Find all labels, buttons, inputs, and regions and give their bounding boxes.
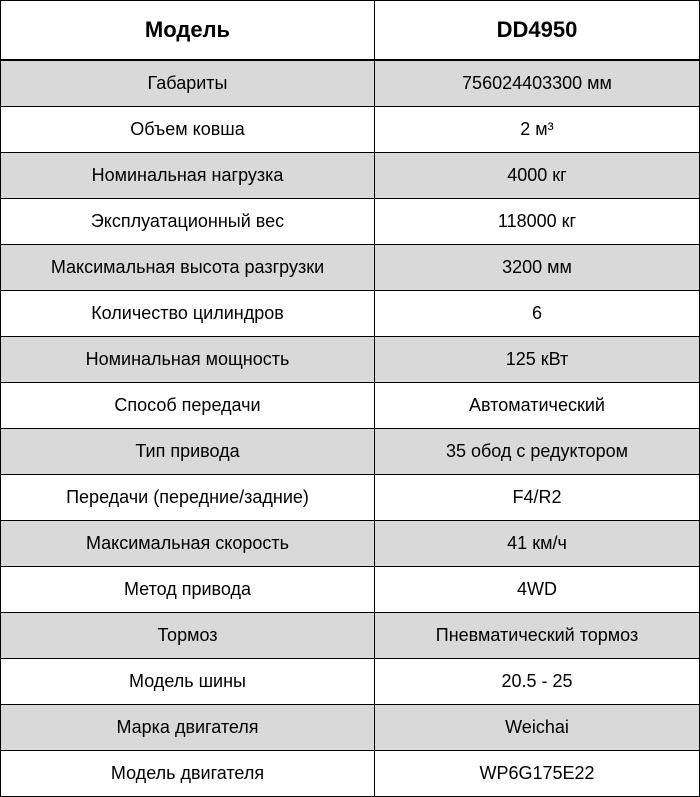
row-label: Метод привода xyxy=(1,567,375,613)
row-value: Автоматический xyxy=(375,383,700,429)
header-model-value: DD4950 xyxy=(375,1,700,61)
table-row xyxy=(1,153,700,199)
row-value: 41 км/ч xyxy=(375,521,700,567)
row-value: Weichai xyxy=(375,705,700,751)
row-value: 20.5 - 25 xyxy=(375,659,700,705)
table-row xyxy=(1,659,700,705)
row-label: Номинальная нагрузка xyxy=(1,153,375,199)
row-label: Максимальная высота разгрузки xyxy=(1,245,375,291)
table-row xyxy=(1,383,700,429)
row-label: Способ передачи xyxy=(1,383,375,429)
table-row xyxy=(1,245,700,291)
table-row xyxy=(1,337,700,383)
row-label: Модель шины xyxy=(1,659,375,705)
row-value: 4000 кг xyxy=(375,153,700,199)
header-model-label: Модель xyxy=(1,1,375,61)
row-label: Количество цилиндров xyxy=(1,291,375,337)
row-label: Эксплуатационный вес xyxy=(1,199,375,245)
row-label: Марка двигателя xyxy=(1,705,375,751)
row-value: 35 обод с редуктором xyxy=(375,429,700,475)
row-value: 118000 кг xyxy=(375,199,700,245)
table-row xyxy=(1,521,700,567)
row-label: Объем ковша xyxy=(1,107,375,153)
row-value: F4/R2 xyxy=(375,475,700,521)
row-label: Модель двигателя xyxy=(1,751,375,797)
row-label: Номинальная мощность xyxy=(1,337,375,383)
row-value: 756024403300 мм xyxy=(375,60,700,107)
row-label: Тип привода xyxy=(1,429,375,475)
row-label: Тормоз xyxy=(1,613,375,659)
row-value: Пневматический тормоз xyxy=(375,613,700,659)
table-header xyxy=(1,1,700,61)
row-value: 3200 мм xyxy=(375,245,700,291)
row-value: 4WD xyxy=(375,567,700,613)
table-row xyxy=(1,199,700,245)
table-row xyxy=(1,429,700,475)
table-body xyxy=(1,60,700,797)
table-row xyxy=(1,107,700,153)
header-row xyxy=(1,1,700,61)
table-row xyxy=(1,705,700,751)
table-row xyxy=(1,60,700,107)
table-row xyxy=(1,751,700,797)
row-value: 2 м³ xyxy=(375,107,700,153)
row-label: Передачи (передние/задние) xyxy=(1,475,375,521)
table-row xyxy=(1,567,700,613)
row-value: WP6G175E22 xyxy=(375,751,700,797)
row-value: 125 кВт xyxy=(375,337,700,383)
row-label: Максимальная скорость xyxy=(1,521,375,567)
row-label: Габариты xyxy=(1,60,375,107)
table-row xyxy=(1,613,700,659)
table-row xyxy=(1,291,700,337)
row-value: 6 xyxy=(375,291,700,337)
table-row xyxy=(1,475,700,521)
